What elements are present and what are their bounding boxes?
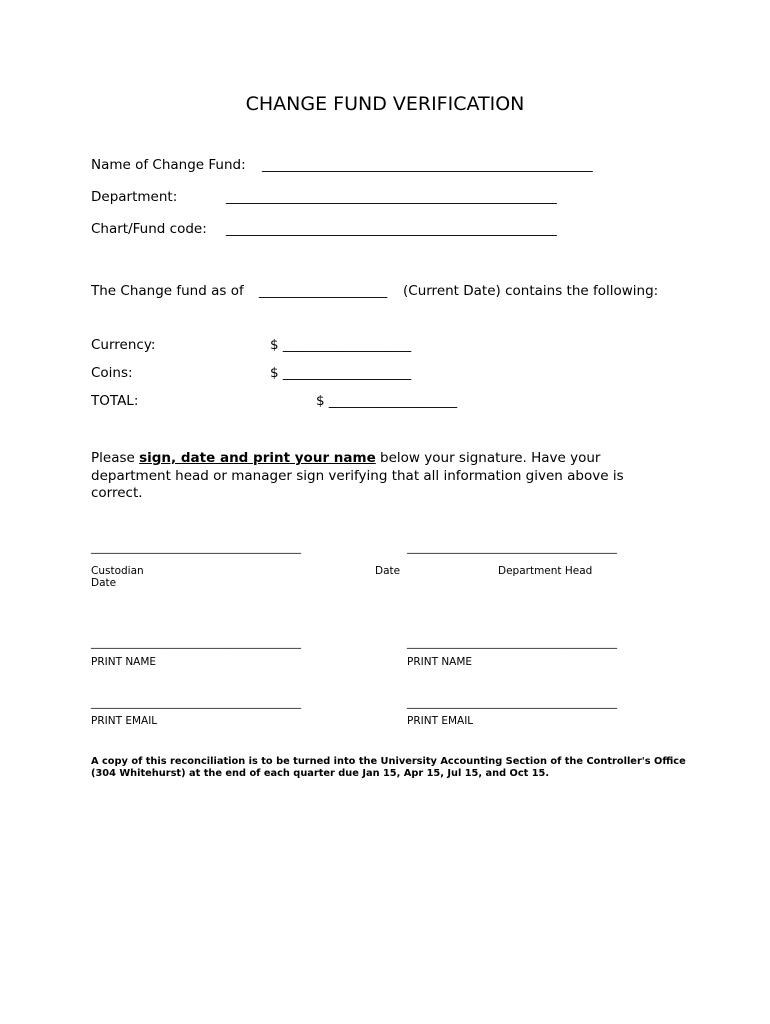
print-email-label-right: PRINT EMAIL (407, 715, 474, 727)
page-title: CHANGE FUND VERIFICATION (245, 93, 525, 115)
custodian-signature-line[interactable]: ________________________________________ (91, 542, 301, 554)
footer-note: A copy of this reconciliation is to be turned into the University Accounting Section of the Controller's Office (304 Whitehurst) at the end of each quarter due Jan 15, Apr 15, Jul 15, and Oct 15. (91, 756, 686, 779)
chart-fund-code-label: Chart/Fund code: (91, 221, 207, 237)
signature-instruction (91, 450, 651, 503)
print-email-line-right[interactable]: ________________________________________ (407, 697, 617, 709)
total-amount-line[interactable]: $ ___________________ (316, 393, 458, 409)
currency-amount-line[interactable]: $ ___________________ (270, 337, 412, 353)
print-email-label-left: PRINT EMAIL (91, 715, 158, 727)
instruction-text-end: below your signature. Have your department head or manager sign verifying that all information given above is correct. (91, 450, 624, 501)
dept-head-signature-line[interactable]: ________________________________________ (407, 542, 617, 554)
asof-prefix: The Change fund as of (91, 283, 244, 299)
print-name-line-left[interactable]: ________________________________________ (91, 637, 301, 649)
department-head-label: Department Head (498, 565, 593, 577)
print-name-label-right: PRINT NAME (407, 656, 473, 668)
print-email-line-left[interactable]: ________________________________________ (91, 697, 301, 709)
asof-suffix: (Current Date) contains the following: (403, 283, 659, 299)
date-label: Date (375, 565, 401, 577)
instruction-emphasis: sign, date and print your name (139, 450, 376, 466)
instruction-text-start: Please (91, 450, 140, 466)
print-name-line-right[interactable]: ________________________________________ (407, 637, 617, 649)
fund-name-line[interactable]: _________________________________________________ (262, 157, 593, 173)
fund-name-label: Name of Change Fund: (91, 157, 246, 173)
custodian-date-label: Date (91, 577, 117, 589)
department-line[interactable]: _________________________________________________ (226, 189, 557, 205)
total-label: TOTAL: (91, 393, 139, 409)
asof-date-line[interactable]: ___________________ (259, 283, 388, 299)
custodian-label: Custodian (91, 565, 144, 577)
coins-label: Coins: (91, 365, 133, 381)
department-label: Department: (91, 189, 178, 205)
print-name-label-left: PRINT NAME (91, 656, 157, 668)
coins-amount-line[interactable]: $ ___________________ (270, 365, 412, 381)
chart-fund-code-line[interactable]: _________________________________________________ (226, 221, 557, 237)
currency-label: Currency: (91, 337, 156, 353)
